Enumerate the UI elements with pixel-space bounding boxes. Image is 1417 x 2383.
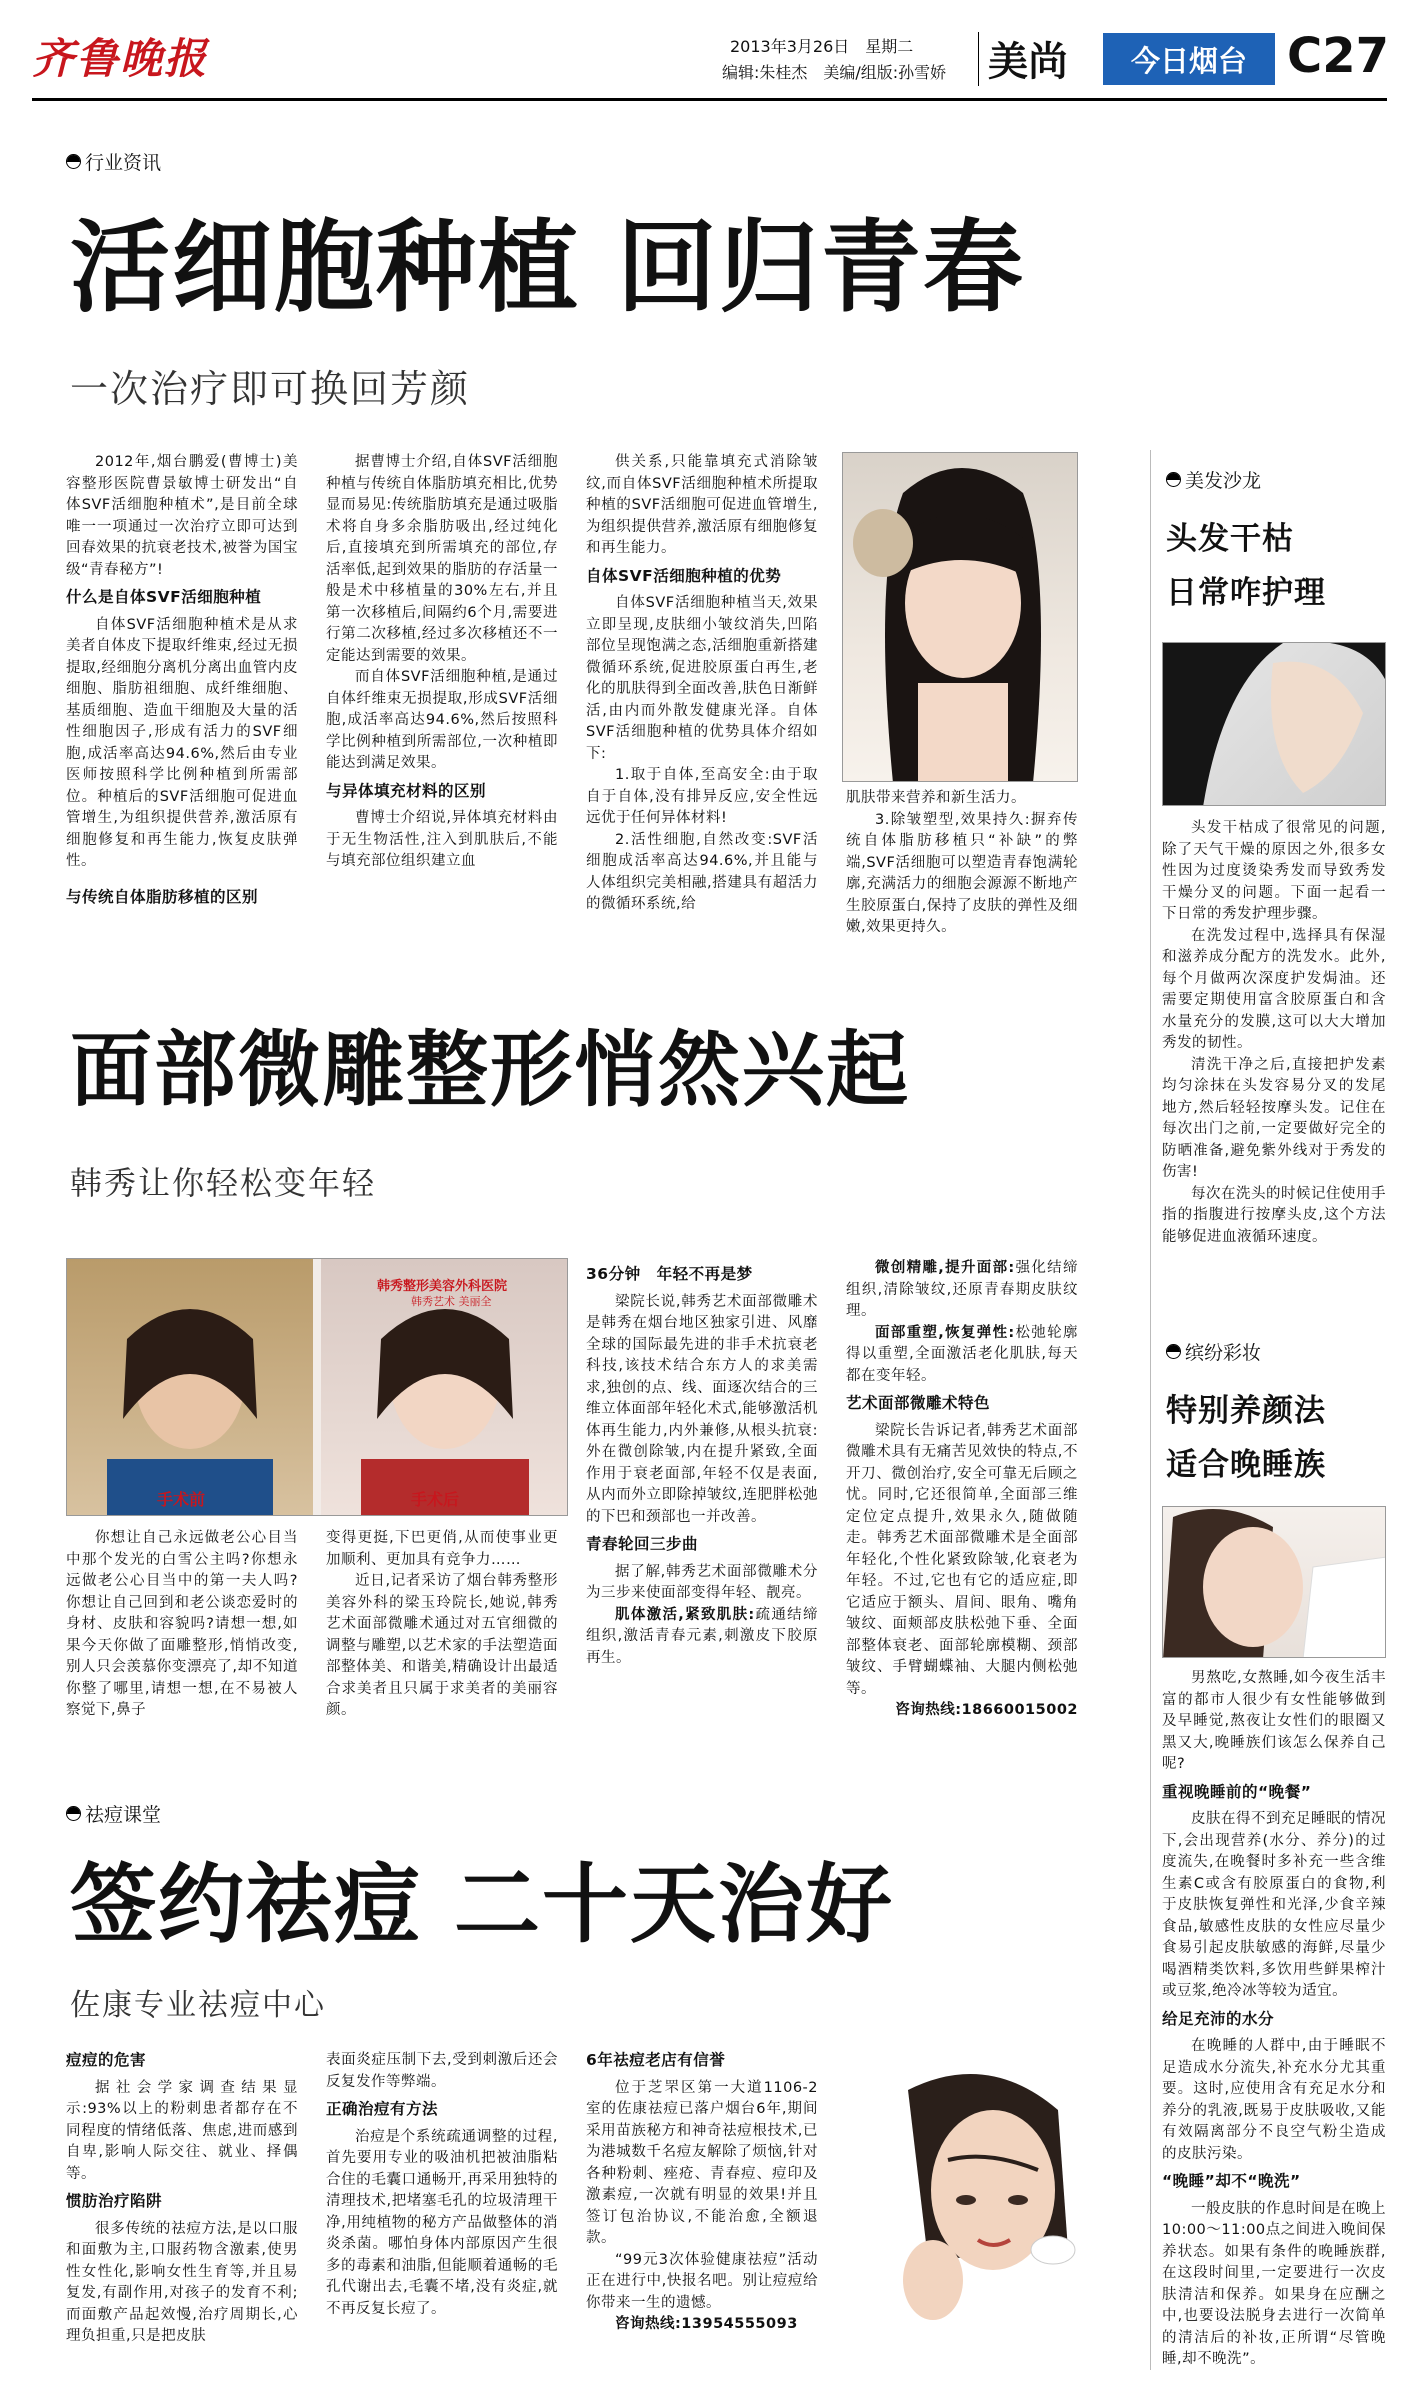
headline-2: 面部微雕整形悄然兴起 (70, 1023, 911, 1118)
section-tag-makeup: 缤纷彩妆 (1166, 1338, 1261, 1365)
editor-line: 编辑:朱桂杰 美编/组版:孙雪娇 (722, 63, 947, 82)
column-divider (1150, 450, 1151, 2370)
skincare-woman-photo (838, 2050, 1102, 2340)
headline-1: 活细胞种植 回归青春 (70, 209, 1025, 326)
region-badge-label: 今日烟台 (1130, 43, 1247, 78)
after-photo (321, 1259, 568, 1516)
a1-column-4: 肌肤带来营养和新生活力。 3.除皱塑型,效果持久:摒弃传统自体脂肪移植只“补缺”的弊端,SVF活细胞可以塑造青春饱满轮廓,充满活力的细胞会源源不断地产生胶原蛋白,保持了皮肤的弹性及细嫩,效果更持久。 (846, 790, 1078, 935)
page-number: C27 (1287, 28, 1390, 84)
a1-column-2: 据曹博士介绍,自体SVF活细胞种植与传统自体脂肪填充相比,优势显而易见:传统脂肪填充是通过吸脂术将自身多余脂肪吸出,经过纯化后,直接填充到所需填充的部位,存活率低,起到效果的脂肪的存活量一般是术中移植量的30%左右,并且第一次移植后,间隔约6个月,需要进行第二次移植,经过多次移植还不一定能达到需要的效果。 而自体SVF活细胞种植,是通过自体纤维束无损提取,形成SVF活细胞,成活率高达94.6%,然后按照科学比例种植到所需部位,一次种植即能达到满足效果。 与异体填充材料的区别 曹博士介绍说,异体填充材料由于无生物活性,注入到肌肤后,不能与填充部位组织建立血 (326, 454, 558, 869)
a1-column-3: 供关系,只能靠填充式消除皱纹,而自体SVF活细胞种植术所提取种植的SVF活细胞可促进血管增生,为组织提供营养,激活原有细胞修复和再生能力。 自体SVF活细胞种植的优势 自体SVF活细胞种植当天,效果立即呈现,皮肤细小皱纹消失,凹陷部位呈现饱满之态,活细胞重新搭建微循环系统,促进胶原蛋白再生,老化的肌肤得到全面改善,肤色日渐鲜活,由内而外散发健康光泽。自体SVF活细胞种植的优势具体介绍如下: 1.取于自体,至高安全:由于取自于自体,没有排异反应,安全性远远优于任何异体材料! 2.活性细胞,自然改变:SVF活细胞成活率高达94.6%,并且能与人体组织完美相融,搭建具有超活力的微循环系统,给 (586, 454, 818, 912)
subheadline-2: 韩秀让你轻松变年轻 (70, 1164, 377, 1202)
sidebar-2-text: 男熬吃,女熬睡,如今夜生活丰富的都市人很少有女性能够做到及早睡觉,熬夜让女性们的眼圈又黑又大,晚睡族们该怎么保养自己呢? 重视晚睡前的“晚餐” 皮肤在得不到充足睡眠的情况下,会出现营养(水分、养分)的过度流失,在晚餐时多补充一些含维生素C或含有胶原蛋白的食物,利于皮肤恢复弹性和光泽,少食辛辣食品,敏感性皮肤的女性应尽量少食易引起皮肤敏感的海鲜,尽量少喝酒精类饮料,多饮用些鲜果榨汁或豆浆,绝冷冰等较为适宜。 给足充沛的水分 在晚睡的人群中,由于睡眠不足造成水分流失,补充水分尤其重要。这时,应使用含有充足水分和养分的乳液,既易于皮肤吸收,又能有效隔离部分不良空气粉尘造成的皮肤污染。 “晚睡”却不“晚洗” 一般皮肤的作息时间是在晚上10:00～11:00点之间进入晚间保养状态。如果有条件的晚睡族群,在这段时间里,一定要进行一次皮肤清洁和保养。如果身在应酬之中,也要设法脱身去进行一次简单的清洁后的补妆,正所谓“尽管晚睡,却不晚洗”。 (1162, 1670, 1386, 2367)
after-label: 手术后 (411, 1490, 460, 1509)
woman-portrait-photo (842, 452, 1078, 782)
before-photo (67, 1259, 313, 1516)
hair-woman-photo (1162, 642, 1386, 806)
a3-column-1: 痘痘的危害 据社会学家调查结果显示:93%以上的粉刺患者都存在不同程度的情绪低落、焦虑,进而感到自卑,影响人际交往、就业、择偶等。 惯肪治疗陷阱 很多传统的祛痘方法,是以口服和面敷为主,口服药物含激素,使男性女性化,影响女性生育等,并且易复发,有副作用,对孩子的发育不利;而面敷产品起效慢,治疗周期长,心理负担重,只是把皮肤 (66, 2051, 298, 2344)
subheadline-3: 佐康专业祛痘中心 (70, 1988, 326, 2023)
section-dot-icon (1166, 1344, 1181, 1359)
section-tag-acne: 祛痘课堂 (66, 1800, 161, 1827)
before-label: 手术前 (157, 1490, 206, 1509)
a2-column-3: 36分钟 年轻不再是梦 梁院长说,韩秀艺术面部微雕术是韩秀在烟台地区独家引进、风靡全球的国际最先进的非手术抗衰老科技,该技术结合东方人的求美需求,独创的点、线、面逐次结合的三维立体面部年轻化术式,能够激活机体再生能力,内外兼修,从根头抗衰:外在微创除皱,内在提升紧致,全面作用于衰老面部,年轻不仅是表面,从内而外立即除掉皱纹,连肥胖松弛的下巴和颈部也一并改善。 青春轮回三步曲 据了解,韩秀艺术面部微雕术分为三步来使面部变得年轻、靓亮。 肌体激活,紧致肌肤:疏通结缔组织,激活青春元素,刺激皮下胶原再生。 (586, 1265, 818, 1666)
region-badge (1103, 33, 1275, 85)
sidebar-2-title-line-1: 特别养颜法 (1166, 1393, 1326, 1429)
a3-column-2: 表面炎症压制下去,受到刺激后还会反复发作等弊端。 正确治痘有方法 治痘是个系统疏通调整的过程,首先要用专业的吸油机把被油脂粘合住的毛囊口通畅开,再采用独特的清理技术,把堵塞毛孔的垃圾清理干净,用纯植物的秘方产品做整体的消炎杀菌。哪怕身体内部原因产生很多的毒素和油脂,但能顺着通畅的毛孔代谢出去,毛囊不堵,没有炎症,就不再反复长痘了。 (326, 2052, 558, 2317)
sidebar-1-title-line-1: 头发干枯 (1166, 521, 1294, 557)
before-after-photo (66, 1258, 568, 1516)
section-name: 美尚 (988, 39, 1068, 85)
section-tag-industry: 行业资讯 (66, 148, 161, 175)
a2-column-2: 变得更挺,下巴更俏,从而使事业更加顺利、更加具有竞争力…… 近日,记者采访了烟台韩秀整形美容外科的梁玉玲院长,她说,韩秀艺术面部微雕术通过对五官细微的调整与雕塑,以艺术家的手法塑造面部整体美、和谐美,精确设计出最适合求美者且只属于求美者的美丽容颜。 (326, 1530, 558, 1718)
subheadline-1: 一次治疗即可换回芳颜 (70, 367, 471, 411)
section-dot-icon (66, 1806, 81, 1821)
sidebar-2-title-line-2: 适合晚睡族 (1166, 1447, 1326, 1483)
section-tag-hair: 美发沙龙 (1166, 466, 1261, 493)
section-dot-icon (66, 154, 81, 169)
headline-3: 签约祛痘 二十天治好 (70, 1855, 894, 1955)
a3-hotline: 咨询热线:13954555093 (615, 2316, 798, 2332)
sidebar-1-title-line-2: 日常咋护理 (1166, 575, 1326, 611)
a1-column-1: 2012年,烟台鹏爱(曹博士)美容整形医院曹景敏博士研发出“自体SVF活细胞种植术”,是目前全球唯一一项通过一次治疗立即可达到回春效果的抗衰老技术,被誉为国宝级“青春秘方”! 什么是自体SVF活细胞种植 自体SVF活细胞种植术是从求美者自体皮下提取纤维束,经过无损提取,经细胞分离机分离出血管内皮细胞、脂肪祖细胞、成纤维细胞、基质细胞、造血干细胞及大量的活性细胞因子,形成有活力的SVF细胞,成活率高达94.6%,然后由专业医师按照科学比例种植到所需部位。种植后的SVF活细胞可促进血管增生,为组织提供营养,激活原有细胞修复和再生能力,恢复皮肤弹性。 与传统自体脂肪移植的区别 (66, 454, 298, 906)
a2-column-1: 你想让自己永远做老公心目当中那个发光的白雪公主吗?你想永远做老公心目当中的第一夫人吗?你想让自己回到和老公谈恋爱时的身材、皮肤和容貌吗?请想一想,如果今天你做了面雕整形,悄悄改变,别人只会羡慕你变漂亮了,却不知道你整了哪里,请想一想,在不易被人察觉下,鼻子 (66, 1530, 298, 1718)
photo-banner-text: 韩秀整形美容外科医院 (377, 1279, 508, 1294)
date-line: 2013年3月26日 星期二 (730, 37, 914, 56)
sleeping-woman-photo (1162, 1506, 1386, 1658)
a2-column-4: 微创精雕,提升面部:强化结缔组织,清除皱纹,还原青春期皮肤纹理。 面部重塑,恢复弹性:松弛轮廓得以重塑,全面激活老化肌肤,每天都在变年轻。 艺术面部微雕术特色 梁院长告诉记者,韩秀艺术面部微雕术具有无痛苦见效快的特点,不开刀、微创治疗,安全可靠无后顾之忧。同时,它还很简单,全面部三维定位定点提升,效果永久,随做随走。韩秀艺术面部微雕术是全面部年轻化,个性化紧致除皱,化衰老为年轻。不过,它也有它的适应症,即它适应于额头、眉间、眼角、嘴角皱纹、面颊部皮肤松弛下垂、全面部整体衰老、面部轮廓模糊、颈部皱纹、手臂蝴蝶袖、大腿内侧松弛等。 咨询热线:18660015002 (846, 1258, 1078, 1743)
photo-banner-text-2: 韩秀艺术 美丽全 (411, 1295, 492, 1308)
masthead (0, 0, 1417, 100)
sidebar-1-text: 头发干枯成了很常见的问题,除了天气干燥的原因之外,很多女性因为过度烫染秀发而导致秀发干燥分叉的问题。下面一起看一下日常的秀发护理步骤。 在洗发过程中,选择具有保湿和滋养成分配方的洗发水。此外,每个月做两次深度护发焗油。还需要定期使用富含胶原蛋白和含水量充分的发膜,这可以大大增加秀发的韧性。 清洗干净之后,直接把护发素均匀涂抹在头发容易分叉的发尾地方,然后轻轻按摩头发。记住在每次出门之前,一定要做好完全的防晒准备,避免紫外线对于秀发的伤害! 每次在洗头的时候记住使用手指的指腹进行按摩头皮,这个方法能够促进血液循环速度。 (1162, 820, 1386, 1245)
a2-hotline: 咨询热线:18660015002 (895, 1702, 1078, 1718)
newspaper-logo: 齐鲁晚报 (32, 34, 209, 83)
a3-column-3: 6年祛痘老店有信誉 位于芝罘区第一大道1106-2室的佐康祛痘已落户烟台6年,期间采用苗族秘方和神奇祛痘根技术,已为港城数千名痘友解除了烦恼,针对各种粉刺、痤疮、青春痘、痘印及激素痘,一次就有明显的效果!并且签订包治协议,不能治愈,全额退款。 “99元3次体验健康祛痘”活动正在进行中,快报名吧。别让痘痘给你带来一生的遗憾。 咨询热线:13954555093 (586, 2050, 818, 2365)
section-dot-icon (1166, 472, 1181, 487)
